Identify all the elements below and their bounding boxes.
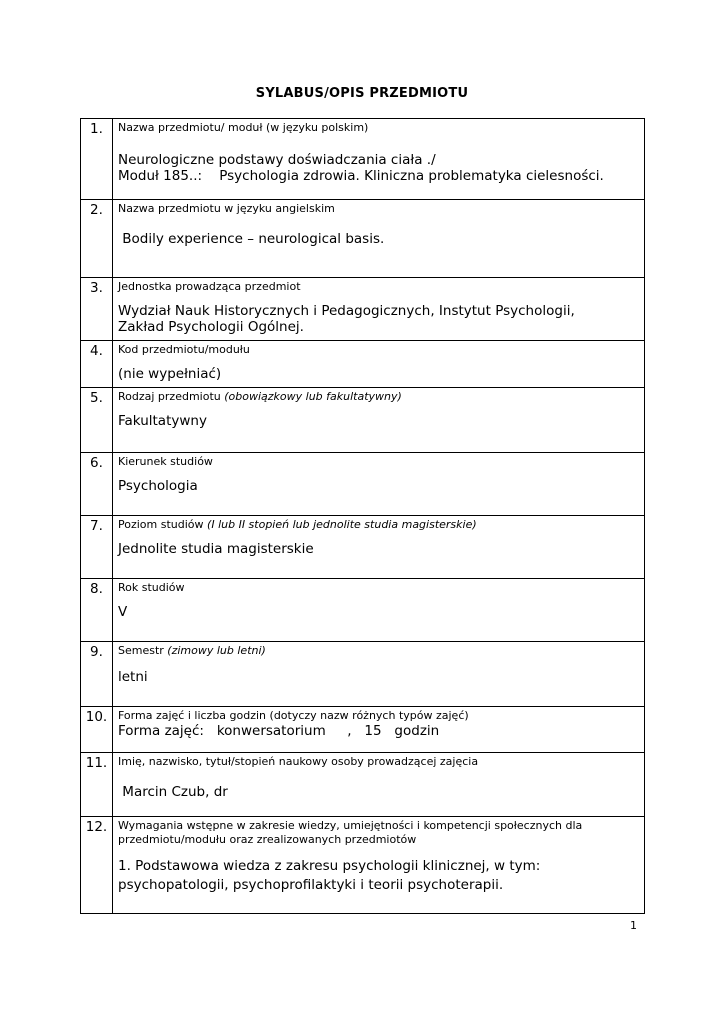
syllabus-table	[80, 118, 645, 914]
row-label: Jednostka prowadząca przedmiot	[118, 280, 301, 293]
document-title: SYLABUS/OPIS PRZEDMIOTU	[255, 86, 469, 101]
row-label: Forma zajęć i liczba godzin (dotyczy nazw różnych typów zajęć)	[118, 709, 469, 722]
row-content	[113, 200, 645, 278]
table-row	[81, 453, 645, 516]
table-row	[81, 200, 645, 278]
row-content	[113, 516, 645, 579]
row-value: Moduł 185..: Psychologia zdrowia. Kliniczna problematyka cielesności.	[118, 168, 604, 184]
row-number: 4.	[81, 341, 113, 388]
row-number: 12.	[81, 817, 113, 914]
table-row	[81, 753, 645, 817]
row-label: przedmiotu/modułu oraz zrealizowanych przedmiotów	[118, 833, 417, 846]
row-label: Nazwa przedmiotu/ moduł (w języku polskim)	[118, 121, 369, 134]
row-label: Imię, nazwisko, tytuł/stopień naukowy osoby prowadzącej zajęcia	[118, 755, 479, 768]
row-value: Bodily experience – neurological basis.	[118, 231, 385, 247]
row-number: 10.	[81, 707, 113, 753]
row-content	[113, 119, 645, 200]
table-row	[81, 388, 645, 453]
page-number: 1	[630, 919, 637, 932]
row-content	[113, 388, 645, 453]
table-row	[81, 642, 645, 707]
row-number: 3.	[81, 278, 113, 341]
row-label: Nazwa przedmiotu w języku angielskim	[118, 202, 335, 215]
row-value: (nie wypełniać)	[118, 366, 222, 382]
row-value: V	[118, 604, 128, 620]
table-row	[81, 579, 645, 642]
row-content	[113, 579, 645, 642]
row-number: 11.	[81, 753, 113, 817]
row-number: 9.	[81, 642, 113, 707]
row-number: 5.	[81, 388, 113, 453]
table-row	[81, 278, 645, 341]
row-number: 1.	[81, 119, 113, 200]
row-value: Zakład Psychologii Ogólnej.	[118, 319, 304, 335]
row-label: Rok studiów	[118, 581, 185, 594]
row-value: Marcin Czub, dr	[118, 784, 228, 800]
row-number: 6.	[81, 453, 113, 516]
row-value: Jednolite studia magisterskie	[118, 541, 314, 557]
table-row	[81, 341, 645, 388]
row-content	[113, 707, 645, 753]
row-number: 2.	[81, 200, 113, 278]
row-content	[113, 453, 645, 516]
row-label: Wymagania wstępne w zakresie wiedzy, umiejętności i kompetencji społecznych dla	[118, 819, 583, 832]
row-value: Neurologiczne podstawy doświadczania ciała ./	[118, 152, 436, 168]
row-content	[113, 278, 645, 341]
row-number: 8.	[81, 579, 113, 642]
row-value: Wydział Nauk Historycznych i Pedagogicznych, Instytut Psychologii,	[118, 303, 575, 319]
row-number: 7.	[81, 516, 113, 579]
row-label: Kod przedmiotu/modułu	[118, 343, 250, 356]
row-label: Rodzaj przedmiotu (obowiązkowy lub fakultatywny)	[118, 390, 402, 403]
row-label: Semestr (zimowy lub letni)	[118, 644, 266, 657]
row-content	[113, 341, 645, 388]
row-value: psychopatologii, psychoprofilaktyki i teorii psychoterapii.	[118, 877, 504, 893]
row-value: Forma zajęć: konwersatorium , 15 godzin	[118, 723, 440, 739]
table-row	[81, 119, 645, 200]
row-value: Psychologia	[118, 478, 198, 494]
row-value: letni	[118, 669, 148, 685]
table-row	[81, 707, 645, 753]
table-row	[81, 516, 645, 579]
row-content	[113, 642, 645, 707]
table-row	[81, 817, 645, 914]
row-content	[113, 753, 645, 817]
row-value: Fakultatywny	[118, 413, 207, 429]
row-label: Kierunek studiów	[118, 455, 213, 468]
row-value: 1. Podstawowa wiedza z zakresu psychologii klinicznej, w tym:	[118, 858, 541, 874]
row-content	[113, 817, 645, 914]
row-label: Poziom studiów (I lub II stopień lub jednolite studia magisterskie)	[118, 518, 477, 531]
